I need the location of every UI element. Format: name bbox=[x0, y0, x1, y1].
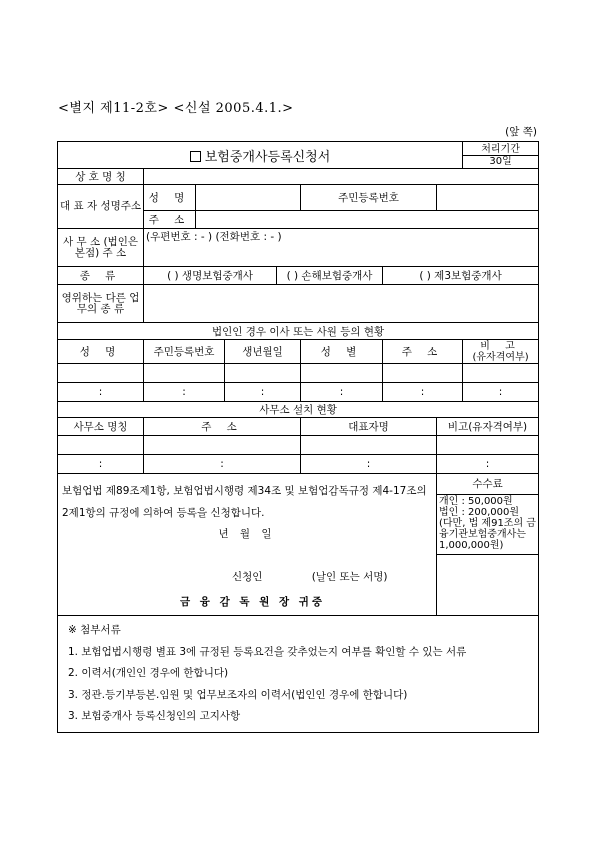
office-address-line: (우편번호 : - ) (전화번호 : - ) bbox=[146, 231, 282, 243]
application-statement: 보험업법 제89조제1항, 보험업법시행령 제34조 및 보험업감독규정 제4-17조의2제1항의 규정에 의하여 등록을 신청합니다. bbox=[62, 485, 427, 519]
rep-name-label: 성 명 bbox=[144, 185, 196, 211]
rep-address-field[interactable] bbox=[196, 211, 539, 229]
company-name-label: 상 호 명 칭 bbox=[58, 169, 144, 185]
fee-cell bbox=[437, 474, 539, 616]
type-option-life[interactable]: ( ) 생명보험중개사 bbox=[144, 267, 277, 285]
staff-cell[interactable] bbox=[58, 364, 144, 383]
office-col-name: 사무소 명칭 bbox=[58, 418, 144, 436]
office-cell[interactable] bbox=[144, 436, 301, 455]
fee-exception: (다만, 법 제91조의 금융기관보험중개사는 1,000,000원) bbox=[439, 518, 536, 551]
staff-cell[interactable] bbox=[301, 364, 383, 383]
staff-col-address: 주 소 bbox=[383, 340, 463, 364]
other-business-field[interactable] bbox=[144, 285, 539, 323]
attachment-item: 3. 정관․등기부등본․임원 및 업무보조자의 이력서(법인인 경우에 한합니다) bbox=[68, 688, 408, 701]
rep-id-label: 주민등록번호 bbox=[301, 185, 437, 211]
type-option-nonlife[interactable]: ( ) 손해보험중개사 bbox=[277, 267, 383, 285]
date-line: 년 월 일 bbox=[218, 528, 276, 540]
rep-name-field[interactable] bbox=[196, 185, 301, 211]
continuation-mark: : bbox=[437, 455, 539, 474]
rep-id-field[interactable] bbox=[437, 185, 539, 211]
front-side-label: (앞 쪽) bbox=[505, 126, 537, 138]
office-cell[interactable] bbox=[301, 436, 437, 455]
applicant-label: 신청인 bbox=[232, 571, 263, 583]
continuation-mark: : bbox=[301, 455, 437, 474]
checkbox-square-icon bbox=[190, 151, 201, 162]
office-col-address: 주 소 bbox=[144, 418, 301, 436]
other-business-label: 영위하는 다른 업무의 종 류 bbox=[58, 285, 144, 323]
processing-period-label: 처리기간 bbox=[481, 143, 520, 155]
office-cell[interactable] bbox=[437, 436, 539, 455]
staff-cell[interactable] bbox=[383, 364, 463, 383]
attachment-item: 1. 보험업법시행령 별표 3에 규정된 등록요건을 갖추었는지 여부를 확인할 수 있는 서류 bbox=[68, 645, 467, 658]
registration-form bbox=[57, 141, 539, 733]
fee-corporate: 법인 : 200,000원 bbox=[439, 507, 520, 518]
seal-note: (날인 또는 서명) bbox=[311, 571, 388, 583]
continuation-mark: : bbox=[463, 383, 539, 402]
attachment-item: 2. 이력서(개인인 경우에 한합니다) bbox=[68, 667, 229, 679]
type-option-third[interactable]: ( ) 제3보험중개사 bbox=[383, 267, 539, 285]
addressee: 금 융 감 독 원 장 귀중 bbox=[180, 596, 326, 608]
fee-individual: 개인 : 50,000원 bbox=[439, 496, 513, 507]
type-label: 종 류 bbox=[58, 267, 144, 285]
fee-details bbox=[437, 495, 538, 552]
office-row bbox=[58, 436, 539, 455]
continuation-mark: : bbox=[144, 383, 225, 402]
representative-label: 대 표 자 성명주소 bbox=[58, 185, 144, 229]
attachment-item: 3. 보험중개사 등록신청인의 고지사항 bbox=[68, 710, 241, 722]
staff-col-remarks-sub: (유자격여부) bbox=[472, 351, 529, 363]
staff-col-id: 주민등록번호 bbox=[144, 340, 225, 364]
staff-section-title: 법인인 경우 이사 또는 사원 등의 현황 bbox=[58, 323, 539, 340]
application-statement-cell bbox=[58, 474, 437, 616]
form-title-cell bbox=[58, 142, 463, 169]
office-address-label: 사 무 소 (법인은 본점) 주 소 bbox=[58, 229, 144, 267]
fee-label: 수수료 bbox=[437, 474, 538, 495]
staff-col-gender: 성 별 bbox=[301, 340, 383, 364]
form-number: <별지 제11-2호> <신설 2005.4.1.> bbox=[58, 101, 294, 116]
staff-col-birth: 생년월일 bbox=[225, 340, 301, 364]
staff-row-continued bbox=[58, 383, 539, 402]
fee-divider bbox=[437, 554, 538, 555]
continuation-mark: : bbox=[383, 383, 463, 402]
processing-period-value: 30일 bbox=[463, 155, 538, 167]
staff-col-remarks-label: 비 고 bbox=[480, 340, 521, 352]
staff-row bbox=[58, 364, 539, 383]
office-col-rep: 대표자명 bbox=[301, 418, 437, 436]
office-address-field[interactable] bbox=[144, 229, 539, 267]
staff-cell[interactable] bbox=[225, 364, 301, 383]
attachments-heading: ※ 첨부서류 bbox=[68, 624, 121, 636]
applicant-line bbox=[62, 569, 432, 584]
staff-col-name: 성 명 bbox=[58, 340, 144, 364]
continuation-mark: : bbox=[58, 383, 144, 402]
office-row-continued bbox=[58, 455, 539, 474]
staff-cell[interactable] bbox=[144, 364, 225, 383]
company-name-field[interactable] bbox=[144, 169, 539, 185]
staff-cell[interactable] bbox=[463, 364, 539, 383]
staff-col-remarks bbox=[463, 340, 539, 364]
office-section-title: 사무소 설치 현황 bbox=[58, 402, 539, 418]
rep-address-label: 주 소 bbox=[144, 211, 196, 229]
continuation-mark: : bbox=[58, 455, 144, 474]
office-cell[interactable] bbox=[58, 436, 144, 455]
office-col-remarks: 비고(유자격여부) bbox=[437, 418, 539, 436]
continuation-mark: : bbox=[225, 383, 301, 402]
continuation-mark: : bbox=[301, 383, 383, 402]
continuation-mark: : bbox=[144, 455, 301, 474]
attachments-section bbox=[58, 616, 539, 733]
form-title: 보험중개사등록신청서 bbox=[204, 149, 331, 165]
processing-period bbox=[463, 142, 539, 169]
